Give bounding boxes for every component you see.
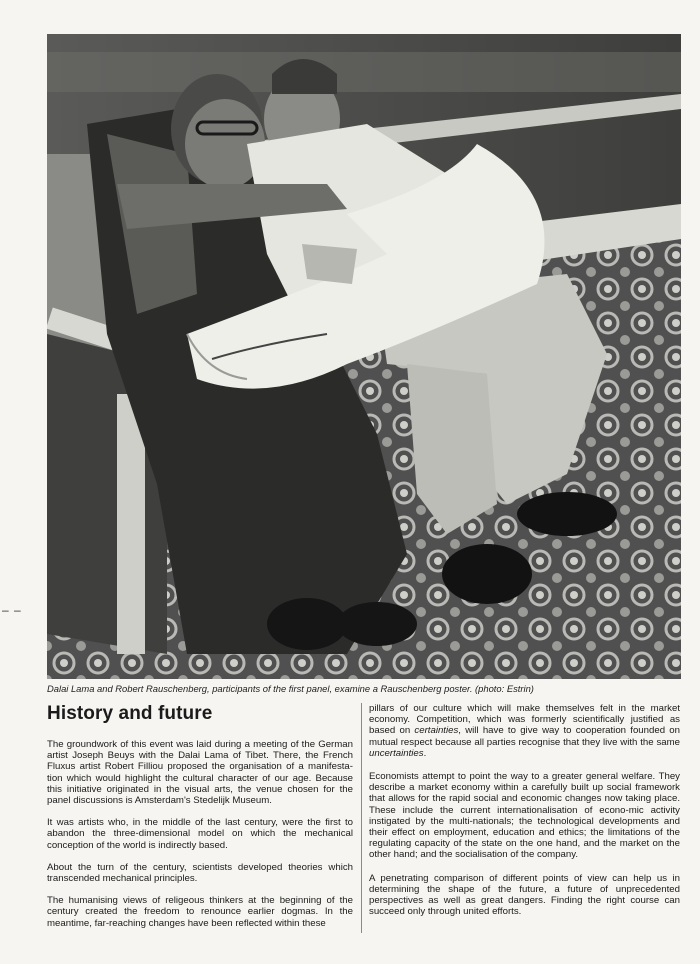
column-divider [361,703,362,933]
text-run: pillars of our culture which will make themselves felt in the market economy. Competition, which was formerly scientifically justified as based on [369,703,680,737]
photo-caption: Dalai Lama and Robert Rauschenberg, participants of the first panel, examine a Rauschenberg poster. (photo: Estrin) [47,683,534,694]
paragraph [369,703,680,759]
emphasis-uncertainties: uncertainties [369,747,424,759]
photograph-icon [47,34,681,679]
article-title: History and future [47,703,213,724]
margin-mark: – – [2,603,22,617]
left-column [47,703,353,940]
right-column [369,703,680,929]
text-run: , will have to give way to cooperation founded on mutual respect because all parties recognise that they live with the same [369,725,681,748]
text-run: . [423,747,427,759]
paragraph: Economists attempt to point the way to a greater general welfare. They describe a market economy within a carefully built up social framework that allows for the rapid social and economic changes now taking place. These include the current internationalisation of econo-mic activity instigated by the multi-nationals; the technological developments and their effect on employment, education and ethics; the limitations of the regulating capacity of the state on the one hand, and the market on the other hand; and the socialisation of the company. [369,771,680,861]
paragraph: About the turn of the century, scientists developed theories which transcended mechanical principles. [47,861,353,885]
paragraph: It was artists who, in the middle of the last century, were the first to abandon the three-dimensional model on which the mechanical conception of the world is indirectly based. [47,817,353,851]
paragraph: The groundwork of this event was laid during a meeting of the German artist Joseph Beuys with the Dalai Lama of Tibet. There, the French Fluxus artist Robert Filliou proposed the organisation of a manifesta-tion which would highlight the cultural character of our age. Because this initiative originated in the visual arts, the venue chosen for the panel discussions is Amsterdam's Stedelijk Museum. [47,739,353,807]
emphasis-certainties: certainties [414,725,459,737]
photograph [47,34,681,679]
paragraph: The humanising views of religeous thinkers at the beginning of the century created the freedom to renounce earlier dogmas. In the meantime, far-reaching changes have been reflected within these [47,895,353,929]
paragraph: A penetrating comparison of different points of view can help us in determining the shape of the future, a future of unprecedented perspectives as well as great dangers. Finding the right course can succeed only through united efforts. [369,872,680,918]
